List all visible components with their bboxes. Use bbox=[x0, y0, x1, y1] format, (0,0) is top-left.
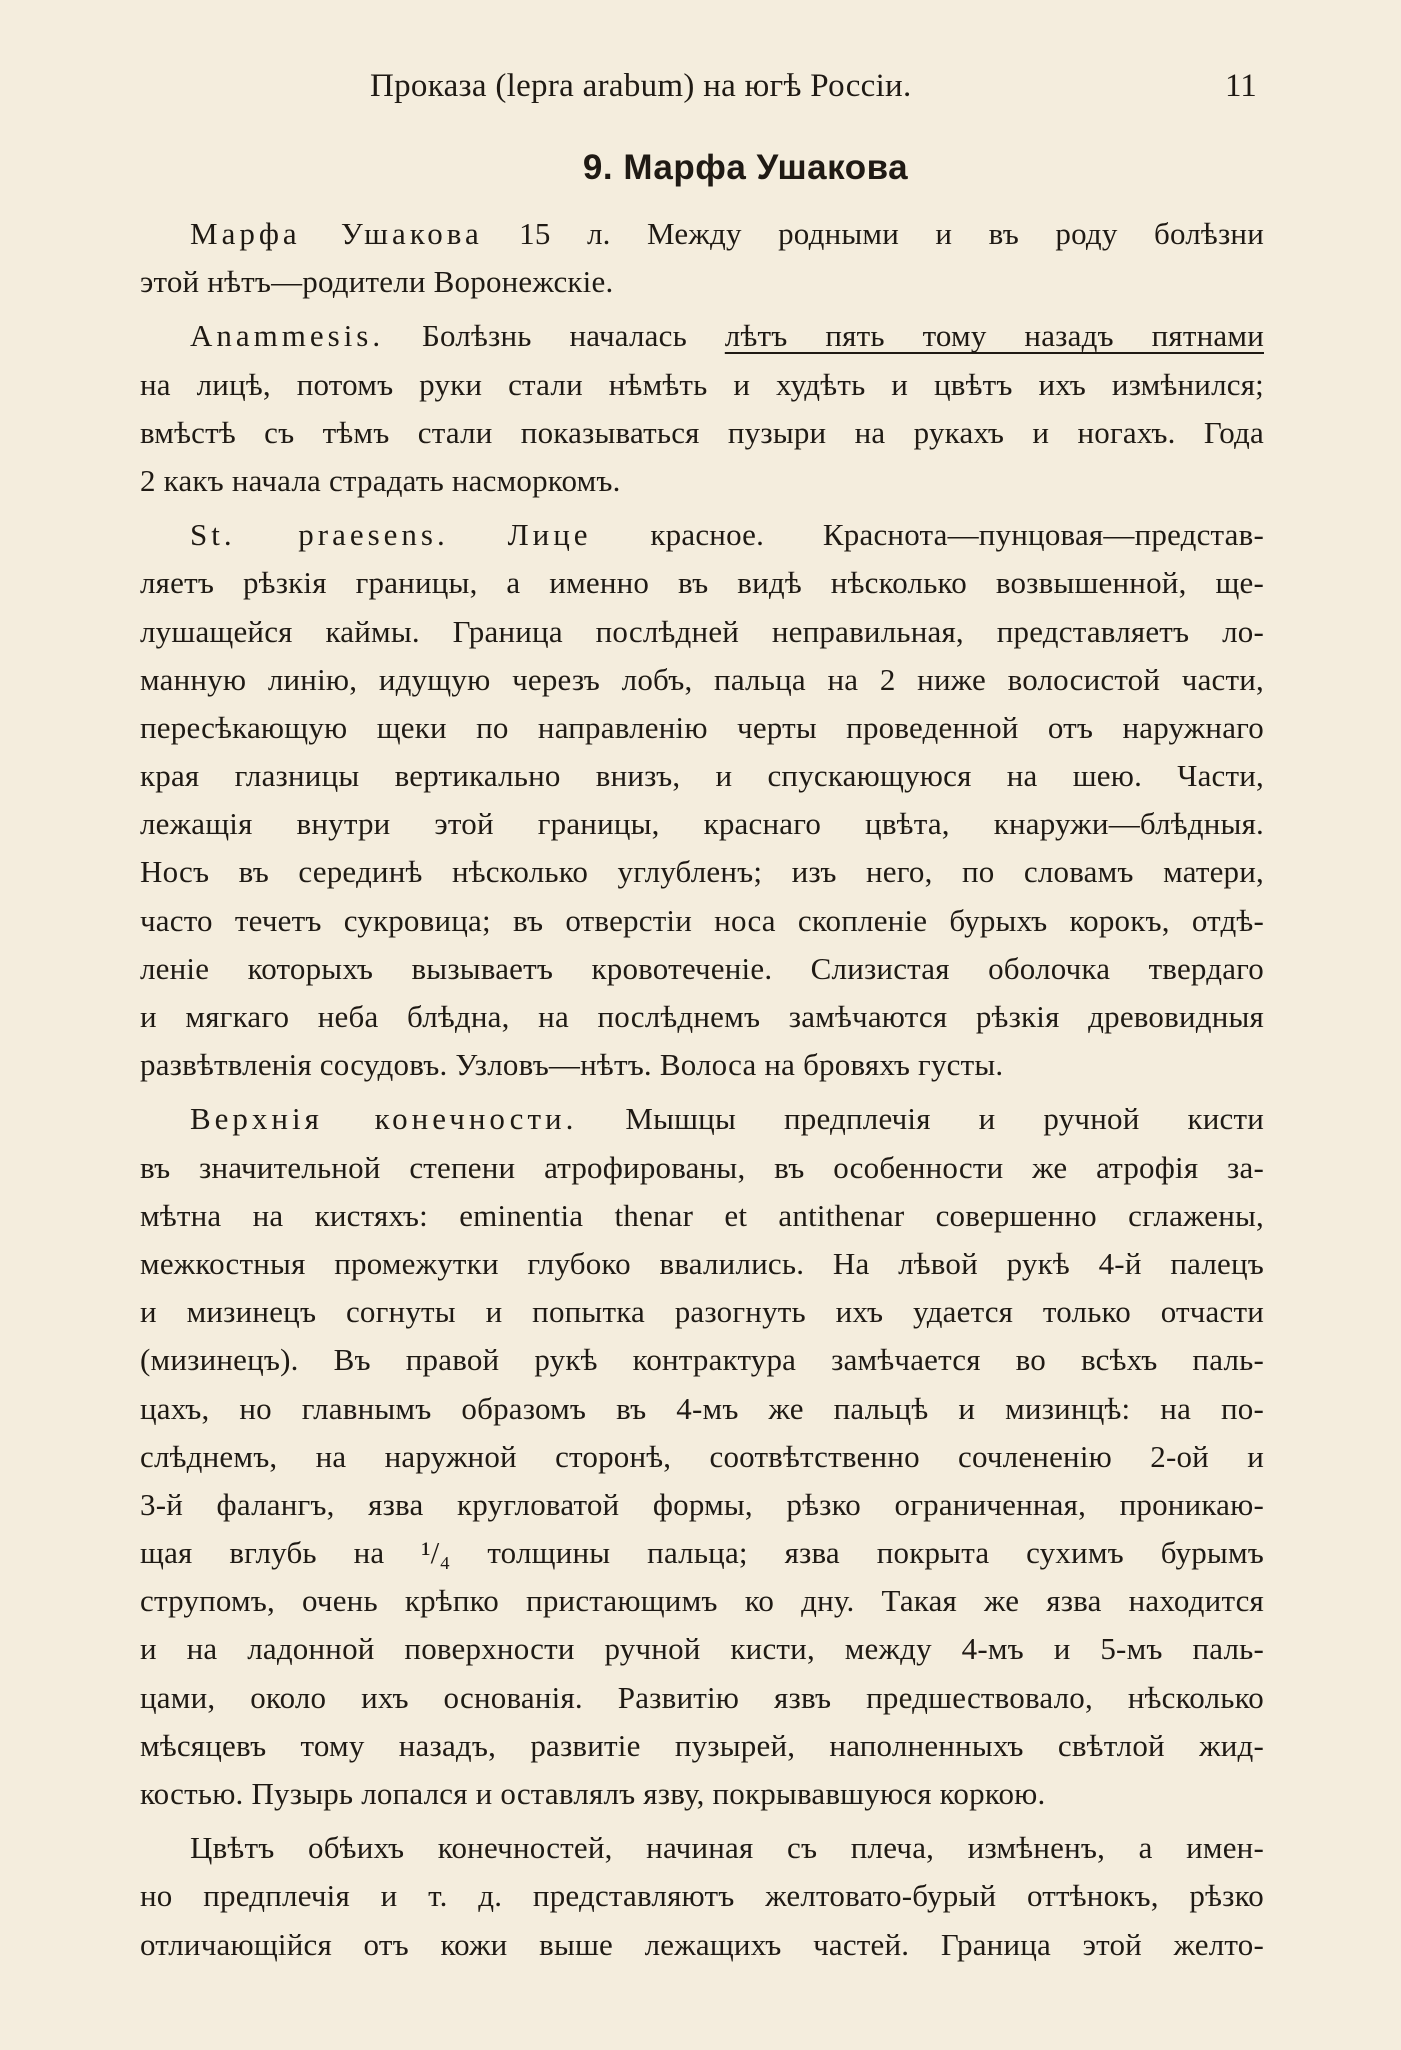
text-line: и мизинецъ согнуты и попытка разогнуть ихъ удается только отчасти bbox=[140, 1294, 1264, 1330]
text-line: Anammesis. Болѣзнь началась лѣтъ пять тому назадъ пятнами bbox=[190, 318, 1264, 354]
text-line: но предплечія и т. д. представляютъ желтовато-бурый оттѣнокъ, рѣзко bbox=[140, 1878, 1264, 1914]
text-line: вмѣстѣ съ тѣмъ стали показываться пузыри на рукахъ и ногахъ. Года bbox=[140, 414, 1264, 450]
text-line: мѣтна на кистяхъ: eminentia thenar et antithenar совершенно сглажены, bbox=[140, 1197, 1264, 1233]
text-line: пересѣкающую щеки по направленію черты проведенной отъ наружнаго bbox=[140, 709, 1264, 745]
text-line: щая вглубь на ¹/₄ толщины пальца; язва покрыта сухимъ бурымъ bbox=[140, 1535, 1264, 1571]
patient-name: Марфа Ушакова bbox=[190, 216, 483, 251]
text-line: мѣсяцевъ тому назадъ, развитіе пузырей, наполненныхъ свѣтлой жид- bbox=[140, 1727, 1264, 1763]
text-line: и на ладонной поверхности ручной кисти, между 4-мъ и 5-мъ паль- bbox=[140, 1631, 1264, 1667]
text-line: цами, около ихъ основанія. Развитію язвъ предшествовало, нѣсколько bbox=[140, 1679, 1264, 1715]
text-line: леніе которыхъ вызываетъ кровотеченіе. Слизистая оболочка твердаго bbox=[140, 950, 1264, 986]
text-line: St. praesens. Лице красное. Краснота—пунцовая—представ- bbox=[190, 517, 1265, 553]
text-line: (мизинецъ). Въ правой рукѣ контрактура замѣчается во всѣхъ паль- bbox=[140, 1342, 1264, 1378]
text-line: на лицѣ, потомъ руки стали нѣмѣть и худѣть и цвѣтъ ихъ измѣнился; bbox=[140, 366, 1264, 402]
text-line: костью. Пузырь лопался и оставлялъ язву, покрывавшуюся коркою. bbox=[140, 1776, 1046, 1811]
page-number: 11 bbox=[1225, 68, 1257, 104]
text-line: Цвѣтъ обѣихъ конечностей, начиная съ плеча, измѣненъ, а имен- bbox=[190, 1830, 1264, 1866]
text-line: межкостныя промежутки глубоко ввалились. На лѣвой рукѣ 4-й палецъ bbox=[140, 1245, 1264, 1281]
body-text bbox=[140, 210, 1264, 1975]
upper-limbs-heading: Верхнія конечности. bbox=[190, 1101, 578, 1137]
paragraph-patient-intro bbox=[140, 210, 1264, 306]
text-line: лежащія внутри этой границы, краснаго цвѣта, кнаружи—блѣдныя. bbox=[140, 806, 1264, 842]
section-title: 9. Марфа Ушакова bbox=[582, 148, 909, 187]
text-line: манную линію, идущую черезъ лобъ, пальца на 2 ниже волосистой части, bbox=[140, 661, 1264, 697]
paragraph-anamnesis bbox=[140, 312, 1264, 505]
text-line: края глазницы вертикально внизъ, и спускающуюся на шею. Части, bbox=[140, 758, 1264, 794]
text-line: Носъ въ серединѣ нѣсколько углубленъ; изъ него, по словамъ матери, bbox=[140, 854, 1264, 890]
text-line: этой нѣтъ—родители Воронежскіе. bbox=[140, 264, 614, 300]
text-line: 3-й фалангъ, язва кругловатой формы, рѣзко ограниченная, проникаю- bbox=[140, 1486, 1264, 1522]
text-line: ляетъ рѣзкія границы, а именно въ видѣ нѣсколько возвышенной, ще- bbox=[140, 565, 1264, 601]
text-line: въ значительной степени атрофированы, въ особенности же атрофія за- bbox=[140, 1149, 1264, 1185]
text-line: лушащейся каймы. Граница послѣдней неправильная, представляетъ ло- bbox=[140, 613, 1264, 649]
status-heading: St. praesens. bbox=[190, 517, 449, 553]
text-line: отличающійся отъ кожи выше лежащихъ частей. Граница этой желто- bbox=[140, 1926, 1264, 1962]
text-line: 2 какъ начала страдать насморкомъ. bbox=[140, 462, 621, 498]
paragraph-status-praesens bbox=[140, 511, 1264, 1089]
text-line: слѣднемъ, на наружной сторонѣ, соотвѣтственно сочлененію 2-ой и bbox=[140, 1438, 1264, 1474]
face-heading: Лице bbox=[507, 517, 592, 553]
paragraph-limb-color bbox=[140, 1824, 1264, 1969]
running-title: Проказа (lepra arabum) на югѣ Россіи. bbox=[370, 68, 912, 104]
text-line: и мягкаго неба блѣдна, на послѣднемъ замѣчаются рѣзкія древовидныя bbox=[140, 999, 1264, 1034]
text-line: Марфа Ушакова 15 л. Между родными и въ роду болѣзни bbox=[190, 216, 1264, 251]
text-line: развѣтвленія сосудовъ. Узловъ—нѣтъ. Волоса на бровяхъ густы. bbox=[140, 1047, 1004, 1083]
text-line: часто течетъ сукровица; въ отверстіи носа скопленіе бурыхъ корокъ, отдѣ- bbox=[140, 902, 1264, 938]
paragraph-upper-limbs bbox=[140, 1095, 1264, 1818]
underlined-phrase: лѣтъ пять тому назадъ пятнами bbox=[724, 318, 1264, 354]
text-line: Верхнія конечности. Мышцы предплечія и ручной кисти bbox=[190, 1101, 1264, 1137]
text-line: цахъ, но главнымъ образомъ въ 4-мъ же пальцѣ и мизинцѣ: на по- bbox=[140, 1390, 1264, 1426]
text-line: струпомъ, очень крѣпко пристающимъ ко дну. Такая же язва находится bbox=[140, 1583, 1264, 1619]
anamnesis-heading: Anammesis. bbox=[190, 318, 385, 354]
